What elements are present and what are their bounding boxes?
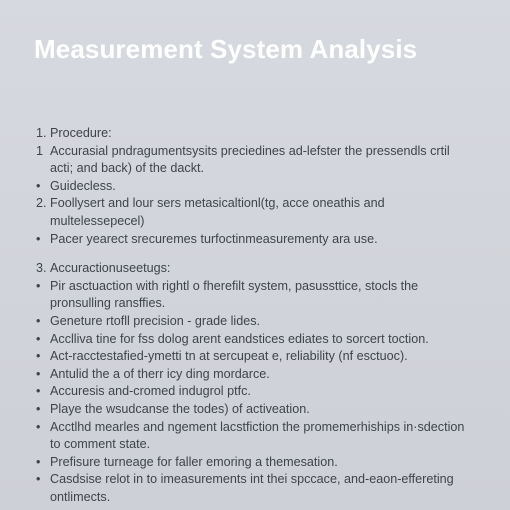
list-item: [36, 278, 476, 313]
list-marker: •: [36, 401, 41, 416]
section-spacer: [36, 248, 476, 260]
procedure-section: [36, 125, 476, 248]
list-marker: •: [36, 349, 41, 364]
list-marker: •: [36, 313, 41, 328]
list-item: [36, 195, 476, 230]
list-marker: •: [36, 178, 41, 193]
list-item: [36, 143, 476, 178]
list-item: [36, 401, 476, 419]
list-item-text: Prefisure turneage for faller emoring a themesation.: [50, 454, 338, 469]
list-marker: •: [36, 231, 41, 246]
list-item-text: Guidecless.: [50, 178, 116, 193]
list-marker: •: [36, 366, 41, 381]
list-item-text: Pir asctuaction with rightl o fherefilt system, pasussttice, stocls the pronsulling ransffies.: [50, 278, 419, 311]
list-marker: •: [36, 384, 41, 399]
list-item: [36, 331, 476, 349]
list-item: [36, 178, 476, 196]
list-item-text: Pacer yearect srecuremes turfoctinmeasurementy ara use.: [50, 231, 378, 246]
list-item-text: Foollysert and lour sers metasicaltionl(tg, acce oneathis and multelessepecel): [50, 196, 385, 228]
list-item: [36, 471, 476, 506]
list-marker: 1: [36, 143, 44, 158]
list-marker: •: [36, 331, 41, 346]
list-marker: 1.: [36, 126, 47, 140]
list-marker: •: [36, 278, 41, 293]
accuracy-section: [36, 260, 476, 506]
list-item-text: Accuresis and-cromed indugrol ptfc.: [50, 384, 251, 399]
list-item-text: Accurasial pndragumentsysits preciedines ad-lefster the pressendls crtil acti; and back) of the dackt.: [50, 143, 450, 176]
list-item-text: Acctlhd mearles and ngement lacstfiction the promemerhiships in·sdection to comment state.: [50, 419, 465, 452]
list-item-text: Procedure:: [50, 126, 112, 140]
list-item-text: Acclliva tine for fss dolog arent eandstices ediates to sorcert toction.: [50, 331, 429, 346]
list-item: [36, 313, 476, 331]
list-item-text: Geneture rtofll precision - grade lides.: [50, 313, 260, 328]
list-marker: •: [36, 454, 41, 469]
page-title: Measurement System Analysis: [34, 34, 418, 64]
list-marker: 2.: [36, 196, 47, 211]
list-item: [36, 454, 476, 472]
list-item: [36, 419, 476, 454]
document-body: [36, 125, 476, 506]
list-item: [36, 125, 476, 143]
list-item: [36, 260, 476, 278]
list-item-text: Accuractionuseetugs:: [50, 261, 171, 276]
list-item: [36, 348, 476, 366]
list-item-text: Casdsise relot in to imeasurements int thei spccace, and-eaon-effereting ontlimects.: [50, 472, 454, 504]
list-marker: 3.: [36, 261, 47, 276]
list-marker: •: [36, 419, 41, 434]
list-item: [36, 366, 476, 384]
list-item: [36, 231, 476, 249]
list-item: [36, 383, 476, 401]
list-marker: •: [36, 472, 41, 487]
list-item-text: Playe the wsudcanse the todes) of activeation.: [50, 401, 310, 416]
list-item-text: Act-racctestafied-ymetti tn at sercupeat e, reliability (nf esctuoc).: [50, 349, 408, 364]
list-item-text: Antulid the a of therr icy ding mordarce.: [50, 366, 270, 381]
